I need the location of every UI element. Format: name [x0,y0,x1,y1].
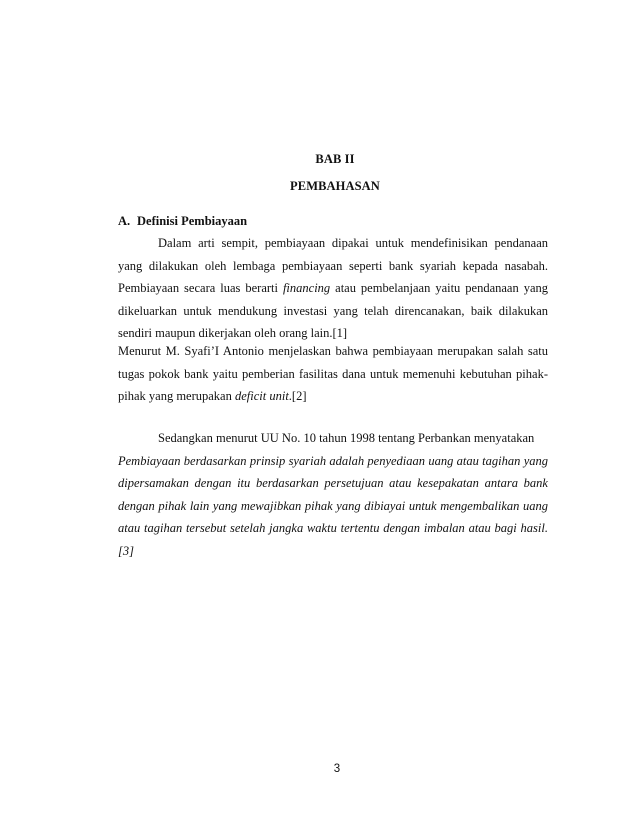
section-title: Definisi Pembiayaan [137,214,248,228]
chapter-title: PEMBAHASAN [290,179,380,193]
section-heading [118,214,247,229]
paragraph-antonio [118,340,548,408]
paragraph-uu [118,427,548,563]
italic-term: deficit unit [234,389,289,404]
section-number: A. [118,214,131,228]
paragraph-text: .[2] [288,389,307,404]
paragraph-definition [118,232,548,345]
italic-term: financing [282,281,331,296]
paragraph-text: Dalam arti sempit, pembiayaan dipakai untuk mendefinisikan pendanaan yang dilakukan oleh lembaga pembiayaan seperti bank syariah kepada nasabah. Pembiayaan secara luas berarti [118,236,548,296]
paragraph-intro: Sedangkan menurut UU No. 10 tahun 1998 tentang Perbankan menyatakan [158,431,535,445]
paragraph-quote: Pembiayaan berdasarkan prinsip syariah adalah penyediaan uang atau tagihan yang dipersamakan dengan itu berdasarkan persetujuan atau kesepakatan antara bank dengan pihak lain yang mewajibkan pihak yang dibiayai untuk mengembalikan uang atau tagihan tersebut setelah jangka waktu tertentu dengan imbalan atau bagi hasil.[3] [118,453,548,558]
paragraph-text: atau pembelanjaan yaitu pendanaan yang dikeluarkan untuk mendukung investasi yang telah direncanakan, baik dilakukan sendiri maupun dikerjakan oleh orang lain.[1] [118,281,548,341]
page-number: 3 [333,763,341,775]
chapter-label: BAB II [315,152,355,166]
paragraph-text: Menurut M. Syafi’I Antonio menjelaskan bahwa pembiayaan merupakan salah satu tugas pokok bank yaitu pemberian fasilitas dana untuk memenuhi kebutuhan pihak-pihak yang merupakan [118,344,548,404]
